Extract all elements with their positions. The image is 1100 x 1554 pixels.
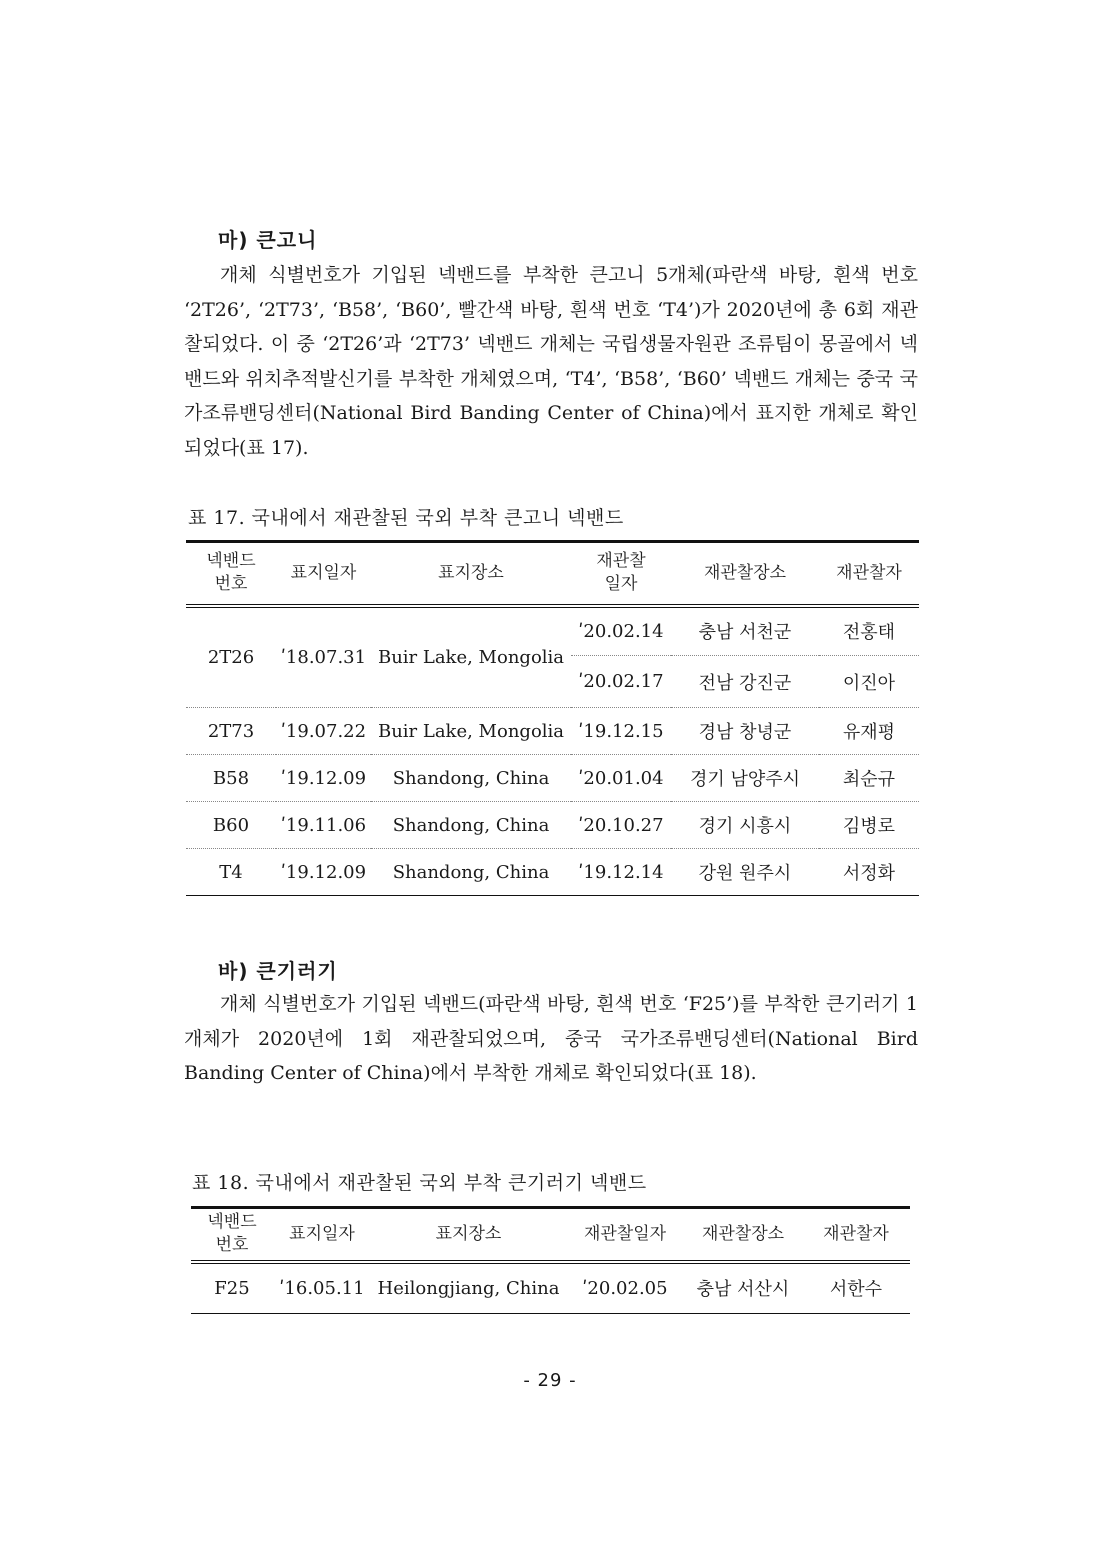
cell-tag-place: Heilongjiang, China	[377, 1277, 560, 1299]
cell-band: B60	[186, 802, 276, 849]
header-band-no: 넥밴드 번호	[191, 1208, 273, 1262]
section-heading-bean-goose: 바) 큰기러기	[218, 959, 338, 983]
table-17-caption: 표 17. 국내에서 재관찰된 국외 부착 큰고니 넥밴드	[188, 507, 624, 529]
table-row	[186, 755, 919, 802]
cell-tag-date: ʹ19.07.22	[276, 708, 371, 755]
cell-observer: 최순규	[819, 755, 919, 802]
header-reobs-place: 재관찰장소	[671, 542, 819, 606]
cell-tag-place: Shandong, China	[392, 861, 550, 883]
paragraph-whooper-swan	[184, 258, 918, 465]
table-row	[191, 1262, 910, 1314]
cell-tag-date: ʹ18.07.31	[276, 606, 371, 708]
paragraph-bean-goose	[184, 987, 918, 1091]
cell-tag-place: Shandong, China	[371, 755, 571, 802]
cell-reobs-place: 충남 서산시	[696, 1279, 790, 1301]
table-header-row	[191, 1208, 910, 1262]
header-band-no: 넥밴드 번호	[186, 542, 276, 606]
cell-observer: 김병로	[819, 802, 919, 849]
cell-reobs-date: ʹ19.12.15	[571, 708, 671, 755]
header-tag-place: 표지장소	[371, 1208, 566, 1262]
header-reobs-date: 재관찰일자	[566, 1208, 684, 1262]
table-row	[186, 802, 919, 849]
cell-reobs-date: ʹ20.02.17	[571, 656, 671, 708]
paragraph-text: 개체 식별번호가 기입된 넥밴드(파란색 바탕, 흰색 번호 ‘F25’)를 부착한 큰기러기 1개체가 2020년에 1회 재관찰되었으며, 중국 국가조류밴딩센터(National Bird Banding Center of China)에서 부착한 개체로 확인되었다(표 18).	[184, 993, 918, 1084]
cell-tag-date: ʹ19.12.09	[276, 755, 371, 802]
header-reobs-place: 재관찰장소	[684, 1208, 802, 1262]
cell-observer: 서정화	[842, 863, 896, 884]
cell-reobs-place: 전남 강진군	[671, 656, 819, 708]
cell-band: B58	[186, 755, 276, 802]
header-observer: 재관찰자	[802, 1208, 910, 1262]
table-17	[186, 540, 919, 896]
cell-reobs-place: 경기 남양주시	[671, 755, 819, 802]
cell-reobs-place: 경기 시흥시	[671, 802, 819, 849]
table-18	[191, 1206, 910, 1314]
cell-reobs-date: ʹ20.10.27	[571, 802, 671, 849]
cell-reobs-date: ʹ19.12.14	[578, 861, 664, 883]
paragraph-text: 개체 식별번호가 기입된 넥밴드를 부착한 큰고니 5개체(파란색 바탕, 흰색 번호 ‘2T26’, ‘2T73’, ‘B58’, ‘B60’, 빨간색 바탕, 흰색 번호 ‘T4’)가 2020년에 총 6회 재관찰되었다. 이 중 ‘2T26’과 ‘2T73’ 넥밴드 개체는 국립생물자원관 조류팀이 몽골에서 넥밴드와 위치추적발신기를 부착한 개체였으며, ‘T4’, ‘B58’, ‘B60’ 넥밴드 개체는 중국 국가조류밴딩센터(National Bird Banding Center of China)에서 표지한 개체로 확인되었다(표 17).	[184, 264, 918, 459]
cell-observer: 이진아	[819, 656, 919, 708]
table-18-caption: 표 18. 국내에서 재관찰된 국외 부착 큰기러기 넥밴드	[192, 1172, 647, 1194]
cell-reobs-date: ʹ20.01.04	[571, 755, 671, 802]
cell-band: T4	[219, 861, 243, 883]
cell-reobs-place: 충남 서천군	[671, 606, 819, 656]
table-row	[186, 606, 919, 656]
cell-observer: 전홍태	[819, 606, 919, 656]
header-tag-place: 표지장소	[371, 542, 571, 606]
cell-reobs-date: ʹ20.02.14	[571, 606, 671, 656]
cell-tag-date: ʹ16.05.11	[279, 1277, 365, 1299]
section-heading-whooper-swan: 마) 큰고니	[218, 228, 318, 252]
cell-reobs-place: 강원 원주시	[698, 863, 792, 884]
cell-observer: 서한수	[829, 1279, 883, 1301]
header-tag-date: 표지일자	[276, 542, 371, 606]
cell-reobs-place: 경남 창녕군	[671, 708, 819, 755]
cell-band: 2T26	[186, 606, 276, 708]
cell-band: 2T73	[186, 708, 276, 755]
page-number: - 29 -	[523, 1370, 577, 1391]
header-tag-date: 표지일자	[273, 1208, 371, 1262]
header-observer: 재관찰자	[819, 542, 919, 606]
table-row	[186, 708, 919, 755]
cell-tag-date: ʹ19.11.06	[276, 802, 371, 849]
cell-reobs-date: ʹ20.02.05	[582, 1277, 668, 1299]
table-row	[186, 849, 919, 896]
table-header-row	[186, 542, 919, 606]
header-reobs-date: 재관찰 일자	[571, 542, 671, 606]
cell-tag-place: Buir Lake, Mongolia	[371, 708, 571, 755]
cell-tag-place: Buir Lake, Mongolia	[371, 606, 571, 708]
cell-band: F25	[214, 1277, 250, 1299]
cell-tag-date: ʹ19.12.09	[280, 861, 367, 883]
cell-tag-place: Shandong, China	[371, 802, 571, 849]
cell-observer: 유재평	[819, 708, 919, 755]
